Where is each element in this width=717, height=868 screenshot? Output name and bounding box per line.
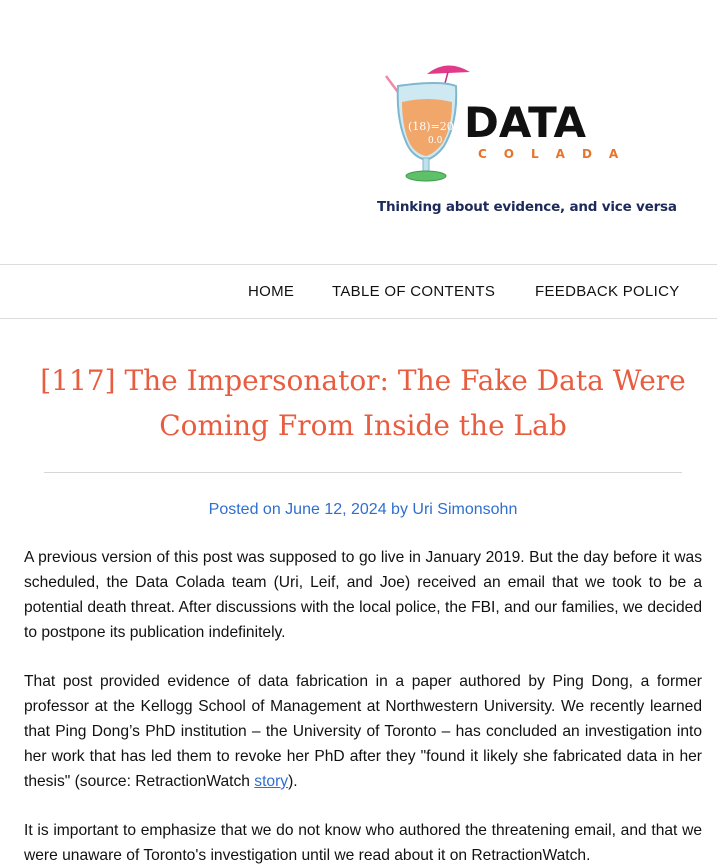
post-title-line-1: [117] The Impersonator: The Fake Data Were: [40, 364, 686, 397]
main-nav: [0, 264, 717, 319]
brand-word: DATA: [464, 98, 587, 147]
brand-sub: COLADA: [478, 147, 636, 161]
logo-glass-text-2: 0.0: [428, 136, 443, 146]
story-link[interactable]: story: [254, 773, 289, 790]
post-paragraph-2: [24, 669, 702, 794]
title-divider: [44, 472, 682, 473]
post-title-line-2: Coming From Inside the Lab: [159, 409, 567, 442]
site-tagline: Thinking about evidence, and vice versa: [377, 199, 677, 215]
post-paragraph-3: It is important to emphasize that we do not know who authored the threatening email, and that we were unaware of Toronto's investigation until we read about it on RetractionWatch.: [24, 822, 702, 864]
nav-item-home[interactable]: HOME: [248, 283, 295, 300]
post-date-link[interactable]: June 12, 2024: [285, 501, 387, 518]
post-paragraph-1: A previous version of this post was supposed to go live in January 2019. But the day before it was scheduled, the Data Colada team (Uri, Leif, and Joe) received an email that we took to be a potential death threat. After discussions with the local police, the FBI, and our families, we decided to postpone its publication indefinitely.: [24, 549, 702, 641]
nav-item-table-of-contents[interactable]: TABLE OF CONTENTS: [332, 283, 496, 300]
site-logo[interactable]: [380, 62, 670, 192]
post-title: [24, 358, 702, 448]
paragraph-2-tail: ).: [288, 773, 298, 790]
logo-glass-text: (18)=20: [408, 120, 454, 133]
post-author-link[interactable]: Uri Simonsohn: [412, 501, 518, 518]
posted-on-label: Posted on: [208, 501, 281, 518]
paragraph-2-text: That post provided evidence of data fabrication in a paper authored by Ping Dong, a former professor at the Kellogg School of Management at Northwestern University. We recently learned that Ping Dong’s PhD institution – the University of Toronto – has concluded an investigation into her work that has led them to revoke her PhD after they "found it likely she fabricated data in her thesis" (source: RetractionWatch: [24, 673, 702, 790]
post-meta: [24, 501, 702, 519]
nav-item-feedback-policy[interactable]: FEEDBACK POLICY: [535, 283, 680, 300]
by-label: by: [391, 501, 408, 518]
